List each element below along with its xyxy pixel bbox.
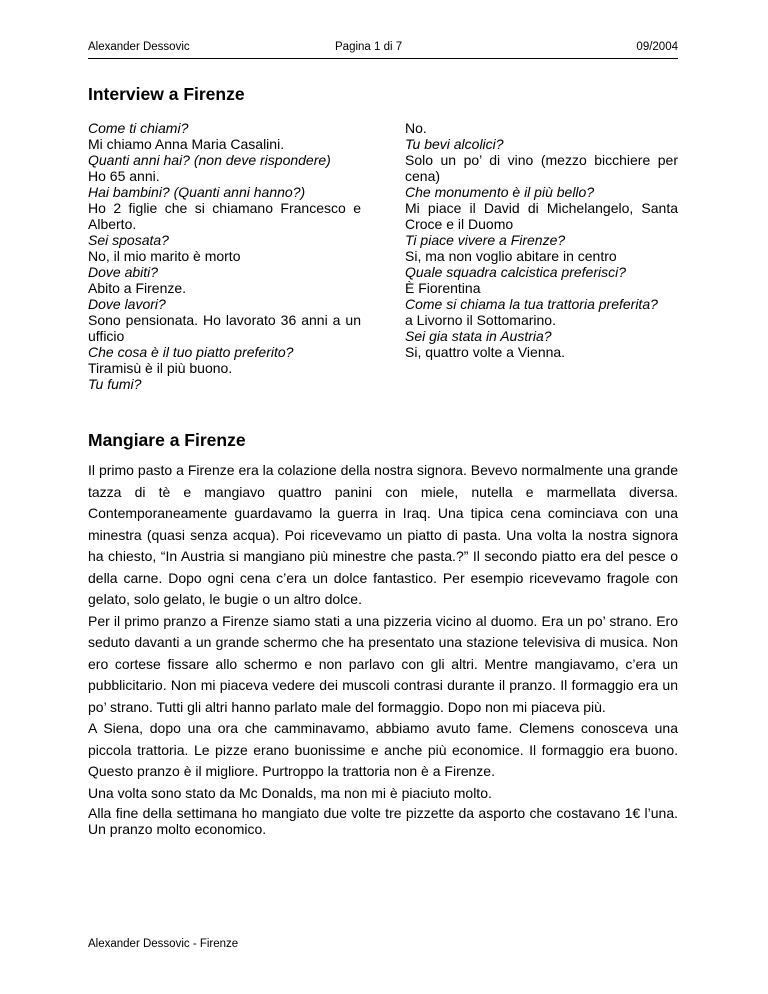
body-paragraph: Una volta sono stato da Mc Donalds, ma non mi è piaciuto molto. — [88, 784, 492, 801]
page-footer: Alexander Dessovic - Firenze — [88, 938, 239, 950]
body-paragraph: Il primo pasto a Firenze era la colazione della nostra signora. Bevevo normalmente una grande tazza di tè e mangiavo quattro panini con miele, nutella e marmellata diversa. Contemporaneamente guardavamo la guerra in Iraq. Una tipica cena cominciava con una minestra (quasi senza acqua). Poi ricevevamo un piatto di pasta. Una volta la nostra signora ha chiesto, “In Austria si mangiano più minestre che pasta.?” Il secondo piatto era del pesce o della carne. Dopo ogni cena c’era un dolce fantastico. Per esempio ricevevamo fragole con gelato, solo gelato, le bugie o un altro dolce. — [88, 462, 678, 607]
interview-question: Tu bevi alcolici? — [405, 136, 504, 152]
interview-question: Dove abiti? — [88, 264, 159, 280]
interview-question: Sei sposata? — [88, 232, 169, 248]
interview-answer: Ho 65 anni. — [88, 168, 160, 184]
interview-answer: Si, quattro volte a Vienna. — [405, 344, 566, 360]
interview-answer: Abito a Firenze. — [88, 280, 187, 296]
interview-answer: Mi piace il David di Michelangelo, Santa Croce e il Duomo — [405, 200, 678, 232]
body-paragraph: A Siena, dopo una ora che camminavamo, abbiamo avuto fame. Clemens conosceva una piccola trattoria. Le pizze erano buonissime e anche più economice. Il formaggio era buono. Questo pranzo è il migliore. Purtroppo la trattoria non è a Firenze. — [88, 720, 678, 779]
header-author: Alexander Dessovic — [88, 41, 190, 53]
interview-question: Che cosa è il tuo piatto preferito? — [88, 344, 294, 360]
interview-question: Come ti chiami? — [88, 120, 189, 136]
interview-question: Sei gia stata in Austria? — [405, 328, 552, 344]
header-date: 09/2004 — [636, 41, 678, 53]
mangiare-body — [88, 460, 678, 837]
interview-question: Tu fumi? — [88, 376, 142, 392]
page-header — [88, 40, 678, 59]
interview-answer: Tiramisù è il più buono. — [88, 360, 233, 376]
interview-left-column — [88, 120, 361, 392]
interview-answer: No. — [405, 120, 427, 136]
interview-answer: È Fiorentina — [405, 280, 481, 296]
interview-question: Quale squadra calcistica preferisci? — [405, 264, 626, 280]
body-paragraph: Alla fine della settimana ho mangiato due volte tre pizzette da asporto che costavano 1€ l’una. Un pranzo molto economico. — [88, 805, 678, 837]
interview-title: Interview a Firenze — [88, 84, 245, 104]
interview-question: Che monumento è il più bello? — [405, 184, 595, 200]
header-page-number: Pagina 1 di 7 — [335, 41, 403, 53]
interview-answer: Si, ma non voglio abitare in centro — [405, 248, 617, 264]
interview-question: Ti piace vivere a Firenze? — [405, 232, 566, 248]
interview-answer: Ho 2 figlie che si chiamano Francesco e Alberto. — [88, 200, 361, 232]
interview-question: Hai bambini? (Quanti anni hanno?) — [88, 184, 306, 200]
interview-question: Come si chiama la tua trattoria preferita? — [405, 296, 658, 312]
interview-right-column — [405, 120, 678, 360]
interview-answer: No, il mio marito è morto — [88, 248, 241, 264]
interview-answer: a Livorno il Sottomarino. — [405, 312, 556, 328]
interview-answer: Solo un po’ di vino (mezzo bicchiere per cena) — [405, 152, 678, 184]
mangiare-title: Mangiare a Firenze — [88, 430, 246, 450]
interview-answer: Mi chiamo Anna Maria Casalini. — [88, 136, 285, 152]
interview-question: Quanti anni hai? (non deve rispondere) — [88, 152, 331, 168]
interview-question: Dove lavori? — [88, 296, 166, 312]
body-paragraph: Per il primo pranzo a Firenze siamo stati a una pizzeria vicino al duomo. Era un po’ strano. Ero seduto davanti a un grande schermo che ha presentato una stazione televisiva di musica. Non ero cortese fissare allo schermo e non parlavo con gli altri. Mentre mangiavamo, c’era un pubblicitario. Non mi piaceva vedere dei muscoli contrasi durante il pranzo. Il formaggio era un po’ strano. Tutti gli altri hanno parlato male del formaggio. Dopo non mi piaceva più. — [88, 612, 678, 715]
interview-answer: Sono pensionata. Ho lavorato 36 anni a un ufficio — [88, 312, 361, 344]
